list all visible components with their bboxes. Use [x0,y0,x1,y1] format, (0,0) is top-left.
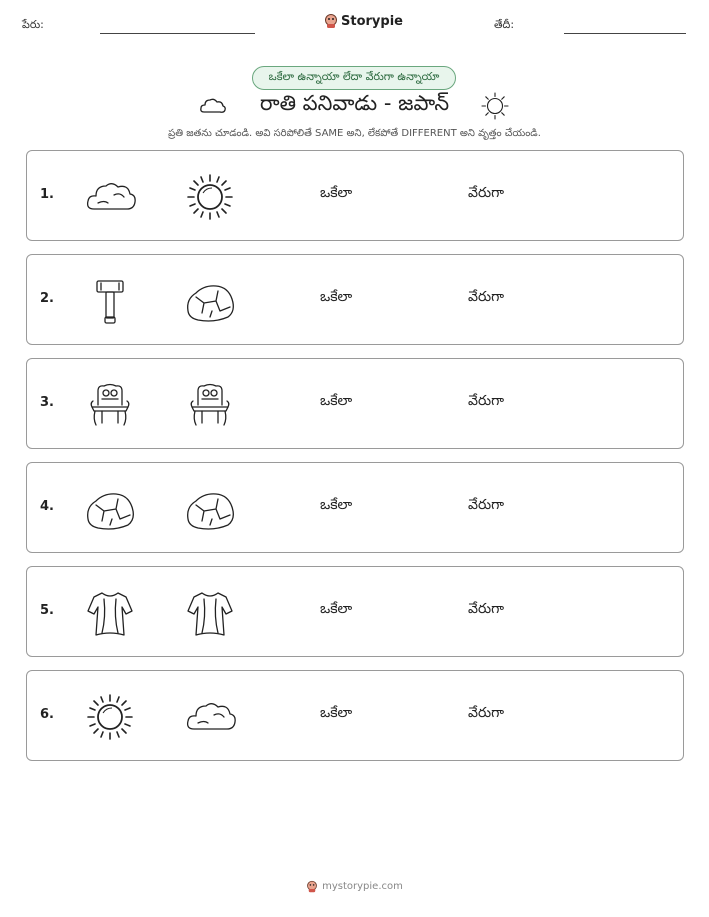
option-different[interactable]: వేరుగా [468,497,504,513]
instructions: ప్రతి జతను చూడండి. అవి సరిపోలితే SAME అని, లేకపోతే DIFFERENT అని వృత్తం చేయండి. [168,128,541,139]
question-number: 4. [40,499,54,514]
robe-icon [82,587,138,639]
robe-icon [182,587,238,639]
question-row [26,670,684,761]
question-number: 5. [40,603,54,618]
question-row [26,358,684,449]
option-different[interactable]: వేరుగా [468,289,504,305]
storypie-mascot-icon [306,880,318,893]
brand-name: Storypie [341,13,403,29]
footer-url[interactable]: mystorypie.com [322,881,403,892]
date-line[interactable] [564,33,686,34]
option-same[interactable]: ఒకేలా [320,601,353,617]
cloud-icon [182,691,238,743]
sun-icon [182,171,238,223]
sun-icon [480,91,510,121]
sun-icon [82,691,138,743]
option-same[interactable]: ఒకేలా [320,497,353,513]
option-same[interactable]: ఒకేలా [320,289,353,305]
question-row [26,254,684,345]
option-same[interactable]: ఒకేలా [320,705,353,721]
cloud-icon [82,171,138,223]
rock-icon [182,483,238,535]
question-number: 2. [40,291,54,306]
storypie-mascot-icon [324,13,338,29]
footer [0,880,709,893]
rock-icon [182,275,238,327]
question-row [26,566,684,657]
badge: ఒకేలా ఉన్నాయా లేదా వేరుగా ఉన్నాయా [252,66,456,90]
question-number: 3. [40,395,54,410]
name-label: పేరు: [22,18,44,31]
question-row [26,150,684,241]
page-title: రాతి పనివాడు - జపాన్ [259,91,450,115]
question-number: 1. [40,187,54,202]
option-different[interactable]: వేరుగా [468,705,504,721]
option-different[interactable]: వేరుగా [468,185,504,201]
rock-icon [82,483,138,535]
brand-logo [324,13,403,29]
question-number: 6. [40,707,54,722]
hammer-icon [82,275,138,327]
question-row [26,462,684,553]
option-same[interactable]: ఒకేలా [320,393,353,409]
date-label: తేదీ: [494,18,515,31]
name-line[interactable] [100,33,255,34]
option-same[interactable]: ఒకేలా [320,185,353,201]
chair-icon [182,379,238,431]
option-different[interactable]: వేరుగా [468,393,504,409]
chair-icon [82,379,138,431]
option-different[interactable]: వేరుగా [468,601,504,617]
